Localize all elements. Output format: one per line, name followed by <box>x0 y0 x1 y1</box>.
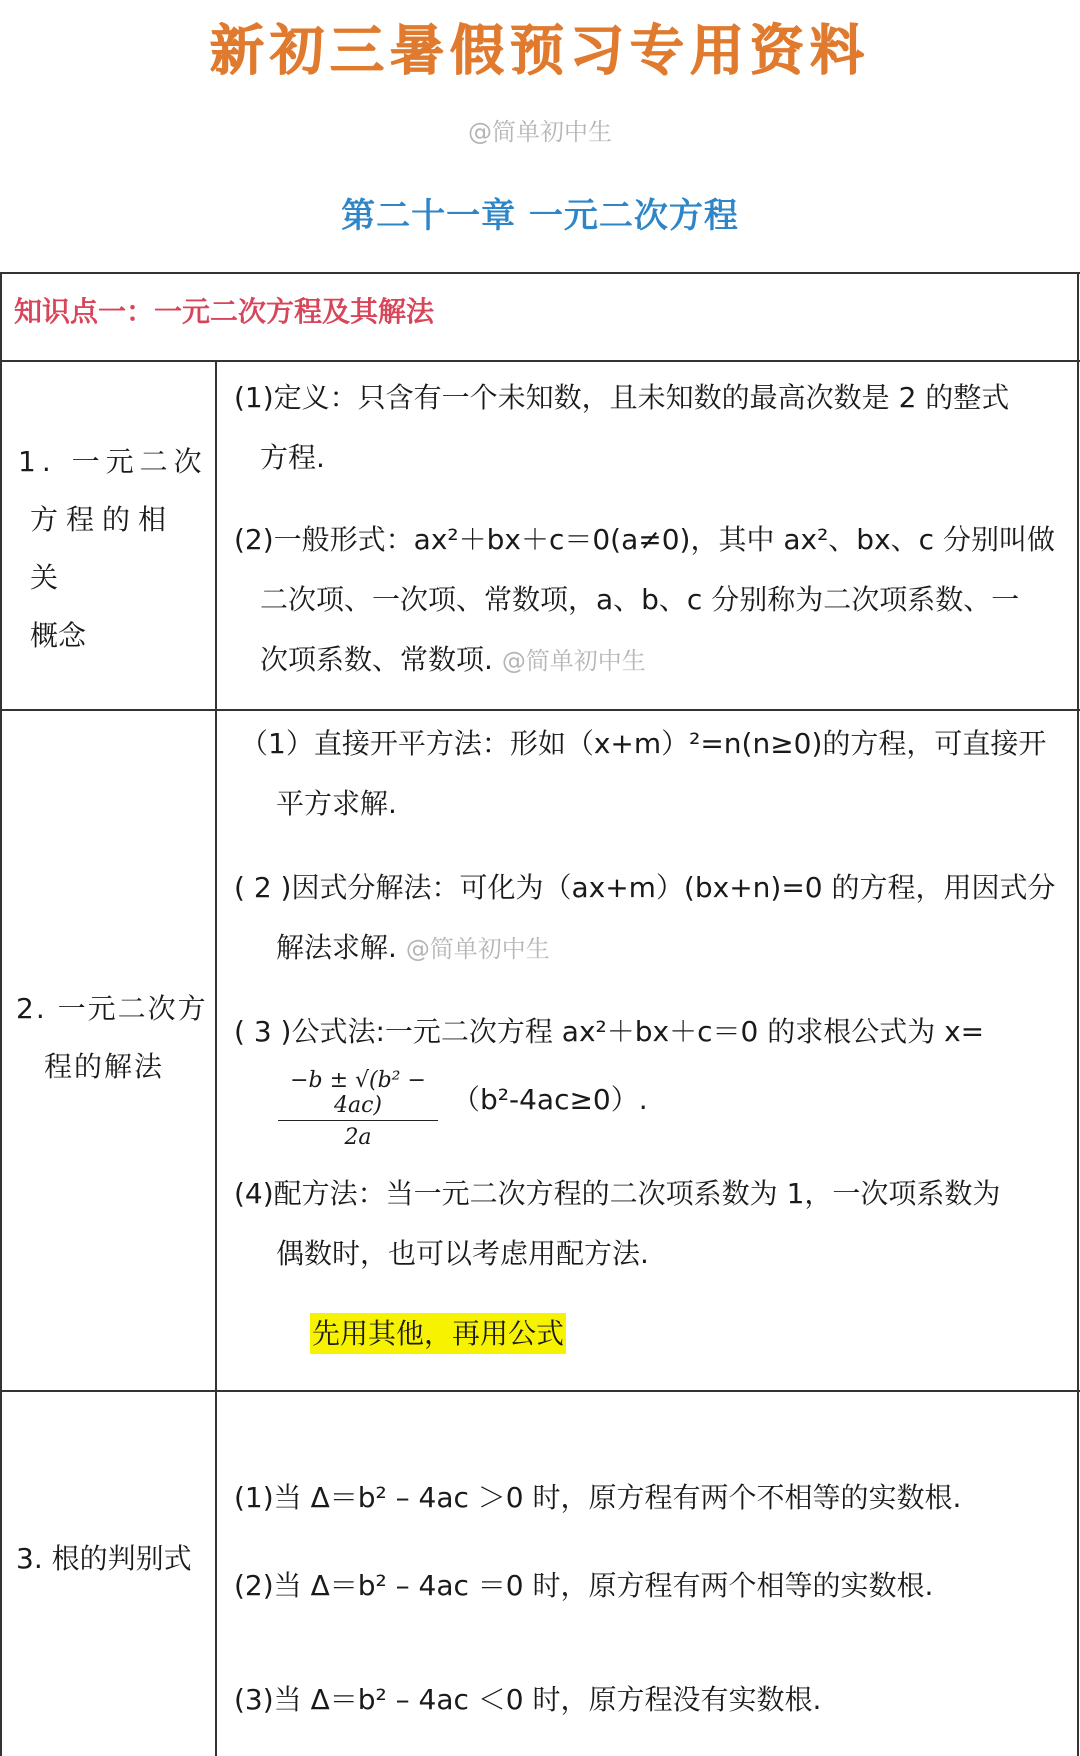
chapter-title: 第二十一章 一元二次方程 <box>341 196 739 236</box>
document-title: 新初三暑假预习专用资料 <box>210 19 870 82</box>
general-form-line-3-text: 次项系数、常数项. <box>260 643 493 676</box>
watermark-top: @简单初中生 <box>468 118 612 146</box>
discriminant-case-3: (3)当 Δ＝b² – 4ac ＜0 时，原方程没有实数根. <box>234 1683 822 1716</box>
table-column-divider <box>215 360 217 1756</box>
discriminant-case-1: (1)当 Δ＝b² – 4ac ＞0 时，原方程有两个不相等的实数根. <box>234 1481 962 1514</box>
watermark-inline: @简单初中生 <box>405 935 550 963</box>
row-label-line: 方程的相关 <box>30 503 175 594</box>
method-3-line-2: （b²-4ac≥0）. <box>452 1083 648 1116</box>
highlight-tip <box>310 1312 566 1352</box>
definition-line-1: (1)定义：只含有一个未知数，且未知数的最高次数是 2 的整式 <box>234 381 1010 414</box>
general-form-line-2: 二次项、一次项、常数项，a、b、c 分别称为二次项系数、一 <box>260 583 1020 616</box>
general-form-line-3 <box>260 638 646 678</box>
section-title: 知识点一：一元二次方程及其解法 <box>14 295 435 328</box>
discriminant-case-2: (2)当 Δ＝b² – 4ac ＝0 时，原方程有两个相等的实数根. <box>234 1569 934 1602</box>
formula-denominator: 2a <box>344 1125 372 1150</box>
row-label-solutions <box>16 980 211 1096</box>
row-label-line: 1. 一元二次 <box>18 445 208 478</box>
method-3-line-1: ( 3 )公式法:一元二次方程 ax²＋bx＋c＝0 的求根公式为 x= <box>234 1015 985 1048</box>
quadratic-formula <box>278 1068 438 1150</box>
highlight-tip-text: 先用其他，再用公式 <box>310 1313 566 1354</box>
method-1-line-2: 平方求解. <box>276 787 397 820</box>
table-border-top <box>0 272 1080 274</box>
row-label-line: 概念 <box>30 619 87 652</box>
method-4-line-2: 偶数时，也可以考虑用配方法. <box>276 1237 649 1270</box>
definition-line-2: 方程. <box>260 441 325 474</box>
general-form-line-1: (2)一般形式：ax²＋bx＋c＝0(a≠0)，其中 ax²、bx、c 分别叫做 <box>234 523 1055 556</box>
method-2-line-2-text: 解法求解. <box>276 931 397 964</box>
table-row-divider <box>0 1390 1080 1392</box>
row-label-line: 2. 一元二次方 <box>16 992 208 1025</box>
method-2-line-1: ( 2 )因式分解法：可化为（ax+m）(bx+n)=0 的方程，用因式分 <box>234 871 1056 904</box>
method-4-line-1: (4)配方法：当一元二次方程的二次项系数为 1，一次项系数为 <box>234 1177 1001 1210</box>
table-border-left <box>0 272 2 1756</box>
row-label-discriminant <box>16 1530 211 1588</box>
row-label-concepts <box>18 433 208 665</box>
method-2-line-2 <box>276 926 550 966</box>
table-row-divider <box>0 709 1080 711</box>
formula-numerator: −b ± √(b² − 4ac) <box>278 1068 438 1121</box>
method-1-line-1: （1）直接开平方法：形如（x+m）²=n(n≥0)的方程，可直接开 <box>240 727 1047 760</box>
row-label-line: 程的解法 <box>44 1050 165 1083</box>
watermark-inline: @简单初中生 <box>501 647 646 675</box>
row-label-line: 3. 根的判别式 <box>16 1542 192 1575</box>
table-border-right <box>1077 272 1079 1756</box>
table-row-divider <box>0 360 1080 362</box>
